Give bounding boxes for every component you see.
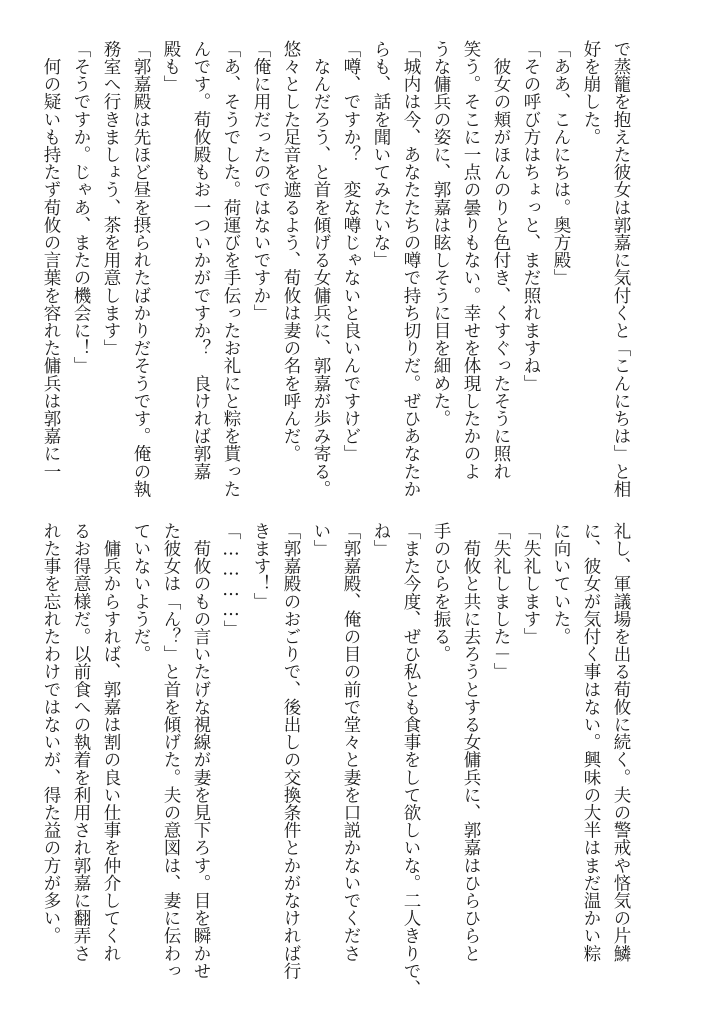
text-line: た彼女は「ん？」と首を傾げた。夫の意図は、妻に伝わっ [161,522,181,980]
text-line: 「その呼び方はちょっと、まだ照れますね」 [521,40,541,392]
text-line: 「ああ、こんにちは。奥方殿」 [551,40,571,287]
top-text-block [41,40,636,500]
text-line: 悠々とした足音を遮るよう、荀攸は妻の名を呼んだ。 [281,40,301,463]
text-line: い」 [311,522,331,558]
text-line: 荀攸のもの言いたげな視線が妻を見下ろす。目を瞬かせ [191,522,211,980]
text-line: 「郭嘉殿のおごりで、後出しの交換条件とかがなければ行 [281,522,301,980]
text-line: れた事を忘れたわけではないが、得た益の方が多い。 [41,522,61,945]
text-line: 「郭嘉殿は先ほど昼を摂られたばかりだそうです。俺の執 [131,40,151,498]
text-line: 「あ、そうでした。荷運びを手伝ったお礼にと粽を貰った [221,40,241,498]
text-line: 「失礼します」 [521,522,541,646]
text-line: 「また今度、ぜひ私とも食事をして欲しいな。二人きりで、 [401,522,421,998]
text-line: 殿も」 [161,40,181,93]
text-line: 手のひらを振る。 [431,522,451,663]
text-line: うな傭兵の姿に、郭嘉は眩しそうに目を細めた。 [431,40,451,428]
text-line: 傭兵からすれば、郭嘉は割の良い仕事を仲介してくれ [101,522,121,962]
bottom-text-block [41,522,636,998]
text-line: 「城内は今、あなたたちの噂で持ち切りだ。ぜひあなたか [401,40,421,498]
text-line: るお得意様だ。以前食への執着を利用され郭嘉に翻弄さ [71,522,91,962]
text-line: 荀攸と共に去ろうとする女傭兵に、郭嘉はひらひらと [461,522,481,962]
text-line: 務室へ行きましょう、茶を用意します」 [101,40,121,357]
text-line: 笑う。そこに一点の曇りもない。幸せを体現したかのよ [461,40,481,480]
text-line: 「郭嘉殿、俺の目の前で堂々と妻を口説かないでくださ [341,522,361,962]
text-line: 「失礼しました－」 [491,522,511,681]
text-line: 礼し、軍議場を出る荀攸に続く。夫の警戒や悋気の片鱗 [611,522,631,962]
text-line: なんだろう、と首を傾げる女傭兵に、郭嘉が歩み寄る。 [311,40,331,498]
text-line: んです。荀攸殿もお一ついかがですか？ 良ければ郭嘉 [191,40,211,480]
text-line: 彼女の頬がほんのりと色付き、くすぐったそうに照れ [491,40,511,480]
text-line: 「そうですか。じゃあ、またの機会に！」 [71,40,91,375]
text-line: 何の疑いも持たず荀攸の言葉を容れた傭兵は郭嘉に一 [41,40,61,480]
text-line: に、彼女が気付く事はない。興味の大半はまだ温かい粽 [581,522,601,962]
text-line: きます！」 [251,522,271,610]
text-line: で蒸籠を抱えた彼女は郭嘉に気付くと「こんにちは」と相 [611,40,631,498]
text-line: らも、話を聞いてみたいな」 [371,40,391,269]
text-line: 好を崩した。 [581,40,601,146]
text-line: に向いていた。 [551,522,571,646]
text-line: 「俺に用だったのではないですか」 [251,40,271,322]
text-line: ていないようだ。 [131,522,151,663]
text-line: ね」 [371,522,391,558]
text-line: 「…………」 [221,522,241,638]
text-line: 「噂、ですか？ 変な噂じゃないと良いんですけど」 [341,40,361,463]
